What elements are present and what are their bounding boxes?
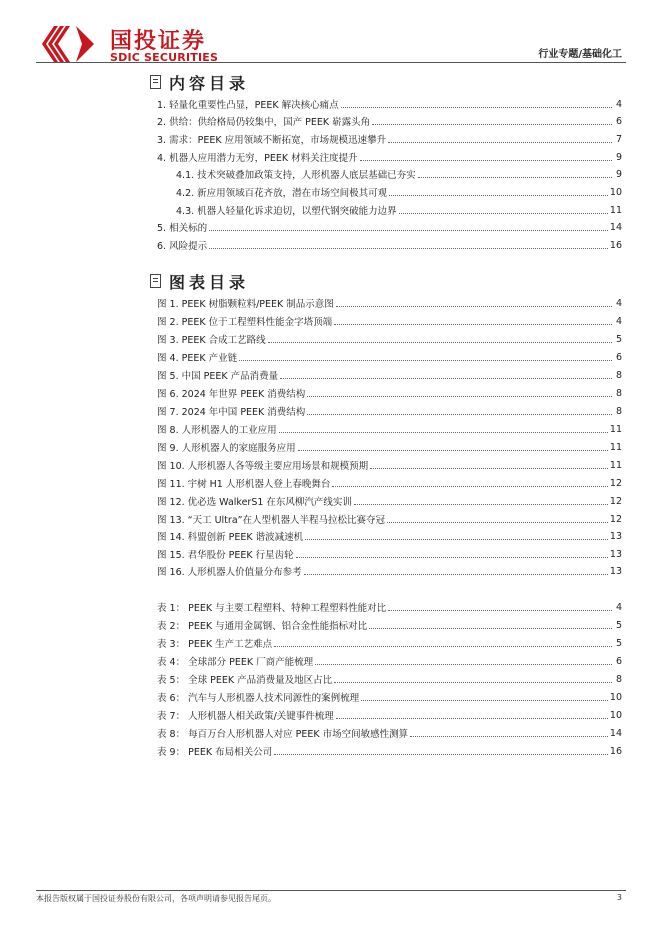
leader-dots [336,718,608,719]
figure-entry-label: 图 3. PEEK 合成工艺路线 [157,335,266,346]
toc-entry-page: 9 [615,168,622,180]
figure-entry-label: 图 4. PEEK 产业链 [157,353,238,364]
leader-dots [370,468,608,469]
toc-entry-page: 11 [609,204,622,216]
table-entry-page: 6 [615,655,622,667]
leader-dots [387,522,608,523]
table-entry[interactable] [157,598,622,616]
toc-entry-label: 2. 供给：供给格局仍较集中，国产 PEEK 崭露头角 [157,117,371,128]
table-entry-page: 14 [609,727,622,739]
figure-entry-page: 8 [615,369,622,381]
figure-entry-label: 图 1. PEEK 树脂颗粒料/PEEK 制品示意图 [157,299,334,310]
figure-entry-page: 4 [615,297,622,309]
figure-entry-label: 图 12. 优必选 WalkerS1 在东风柳汽产线实训 [157,497,352,508]
toc-entry-label: 4. 机器人应用潜力无穷，PEEK 材料关注度提升 [157,153,358,164]
figure-entry-label: 图 7. 2024 年中国 PEEK 消费结构 [157,407,306,418]
leader-dots [418,177,612,178]
figure-entry-label: 图 10. 人形机器人各等级主要应用场景和规模预期 [157,461,369,472]
table-entry-label: 表 6： 汽车与人形机器人技术同源性的案例梳理 [157,693,360,704]
toc-subentry[interactable] [176,165,622,183]
table-entry-label: 表 9： PEEK 布局相关公司 [157,747,273,758]
toc-entry-page: 14 [609,221,622,233]
toc-entry[interactable] [157,218,622,236]
figure-entry-page: 11 [609,423,622,435]
table-entry-label: 表 5： 全球 PEEK 产品消费量及地区占比 [157,675,333,686]
toc-entry-label: 1. 轻量化重要性凸显，PEEK 解决核心痛点 [157,100,339,111]
report-category: 行业专题/基础化工 [538,49,622,60]
toc-entry-page: 9 [615,151,622,163]
figure-entry[interactable] [157,474,622,492]
table-entry-page: 10 [609,691,622,703]
figure-entry[interactable] [157,456,622,474]
table-entry-label: 表 3： PEEK 生产工艺难点 [157,639,273,650]
figure-entry-page: 4 [615,315,622,327]
toc-entry-label: 4.1. 技术突破叠加政策支持，人形机器人底层基础已夯实 [176,170,416,181]
table-entry[interactable] [157,670,622,688]
toc-entry-label: 4.2. 新应用领域百花齐放，潜在市场空间极其可观 [176,188,388,199]
figure-entry-page: 8 [615,405,622,417]
figure-entry-label: 图 13. “天工 Ultra”在人型机器人半程马拉松比赛夺冠 [157,515,386,526]
leader-dots [388,142,612,143]
leader-dots [209,230,608,231]
leader-dots [388,610,612,611]
leader-dots [280,378,612,379]
figure-entry-page: 6 [615,351,622,363]
leader-dots [410,736,608,737]
leader-dots [369,628,612,629]
leader-dots [209,248,608,249]
toc-heading [150,72,249,92]
leader-dots [354,504,608,505]
leader-dots [305,539,608,540]
table-entry[interactable] [157,616,622,634]
leader-dots [315,664,612,665]
figure-entry[interactable] [157,402,622,420]
table-entry[interactable] [157,742,622,760]
leader-dots [334,324,612,325]
leader-dots [334,682,612,683]
leader-dots [296,557,608,558]
table-entry[interactable] [157,706,622,724]
table-entry[interactable] [157,652,622,670]
toc-entry-label: 6. 风险提示 [157,241,208,252]
figure-entry[interactable] [157,312,622,330]
leader-dots [268,342,612,343]
table-entry-page: 4 [615,601,622,613]
figure-entry[interactable] [157,510,622,528]
toc-entry[interactable] [157,130,622,148]
figure-entry[interactable] [157,545,622,563]
toc-entry-label: 3. 需求：PEEK 应用领域不断拓宽，市场规模迅速攀升 [157,135,387,146]
document-icon [150,274,161,288]
figure-entry[interactable] [157,366,622,384]
leader-dots [360,160,612,161]
figure-entry-label: 图 15. 君华股份 PEEK 行星齿轮 [157,550,294,561]
figure-entry-page: 5 [615,333,622,345]
toc-entry-page: 4 [615,98,622,110]
figure-entry-label: 图 11. 宇树 H1 人形机器人登上春晚舞台 [157,479,331,490]
table-entry-page: 10 [609,709,622,721]
table-entry-label: 表 2： PEEK 与通用金属钢、铝合金性能指标对比 [157,621,368,632]
figure-entry-page: 11 [609,441,622,453]
leader-dots [332,486,608,487]
toc-entry-page: 16 [609,239,622,251]
toc-entry-page: 6 [615,115,622,127]
toc-subentry[interactable] [176,201,622,219]
figure-entry-label: 图 9. 人形机器人的家庭服务应用 [157,443,296,454]
leader-dots [372,124,612,125]
table-entry-page: 16 [609,745,622,757]
leader-dots [307,396,612,397]
figure-entry-page: 13 [609,530,622,542]
figures-heading [150,271,249,291]
leader-dots [239,360,612,361]
header-divider [36,62,626,63]
toc-entry-label: 5. 相关标的 [157,223,208,234]
figure-entry-label: 图 8. 人形机器人的工业应用 [157,425,277,436]
toc-entry[interactable] [157,236,622,254]
table-entry-label: 表 1： PEEK 与主要工程塑料、特种工程塑料性能对比 [157,603,387,614]
toc-entry[interactable] [157,112,622,130]
toc-entry-label: 4.3. 机器人轻量化诉求迫切，以塑代钢突破能力边界 [176,206,397,217]
leader-dots [389,195,608,196]
logo-text-cn: 国投证券 [110,29,207,54]
toc-entry-page: 10 [609,186,622,198]
table-entry-label: 表 7： 人形机器人相关政策/关键事件梳理 [157,711,334,722]
page-header [0,0,662,72]
leader-dots [361,700,608,701]
figure-entry-label: 图 2. PEEK 位于工程塑料性能金字塔顶端 [157,317,333,328]
figure-entry-page: 12 [609,477,622,489]
figure-entry[interactable] [157,348,622,366]
figure-entry[interactable] [157,294,622,312]
table-entry[interactable] [157,724,622,742]
leader-dots [304,574,608,575]
figure-entry-page: 12 [609,495,622,507]
figure-entry-page: 8 [615,387,622,399]
leader-dots [274,646,612,647]
figure-entry-page: 11 [609,459,622,471]
table-entry-page: 5 [615,637,622,649]
figures-title: 图表目录 [169,272,250,292]
figure-entry[interactable] [157,330,622,348]
leader-dots [336,306,612,307]
figure-entry-label: 图 14. 科盟创新 PEEK 谐波减速机 [157,532,304,543]
figure-entry-label: 图 6. 2024 年世界 PEEK 消费结构 [157,389,306,400]
toc-title: 内容目录 [169,73,250,93]
table-entry[interactable] [157,688,622,706]
table-entry[interactable] [157,634,622,652]
logo-mark-icon [36,22,106,64]
leader-dots [399,213,608,214]
leader-dots [279,432,608,433]
toc-entry-page: 7 [615,133,622,145]
table-entry-label: 表 4： 全球部分 PEEK 厂商产能梳理 [157,657,314,668]
toc-entry[interactable] [157,95,622,113]
leader-dots [298,450,608,451]
figure-entry[interactable] [157,438,622,456]
table-entry-page: 8 [615,673,622,685]
footer-disclaimer: 本报告版权属于国投证券股份有限公司，各项声明请参见报告尾页。 [36,894,276,903]
figure-entry[interactable] [157,562,622,580]
figure-entry[interactable] [157,384,622,402]
document-icon [150,75,161,89]
figure-entry[interactable] [157,492,622,510]
figure-entry-page: 12 [609,513,622,525]
toc-subentry[interactable] [176,183,622,201]
page-number: 3 [616,893,622,902]
figure-entry[interactable] [157,527,622,545]
leader-dots [307,414,612,415]
toc-entry[interactable] [157,148,622,166]
table-entry-page: 5 [615,619,622,631]
figure-entry-page: 13 [609,548,622,560]
company-logo [36,22,236,64]
figure-entry[interactable] [157,420,622,438]
figure-entry-label: 图 5. 中国 PEEK 产品消费量 [157,371,279,382]
footer-divider [36,890,626,891]
table-entry-label: 表 8： 每百万台人形机器人对应 PEEK 市场空间敏感性测算 [157,729,409,740]
leader-dots [274,754,608,755]
logo-text-en: SDIC SECURITIES [110,51,219,64]
leader-dots [341,107,612,108]
figure-entry-page: 13 [609,565,622,577]
figure-entry-label: 图 16. 人形机器人价值量分布参考 [157,567,302,578]
